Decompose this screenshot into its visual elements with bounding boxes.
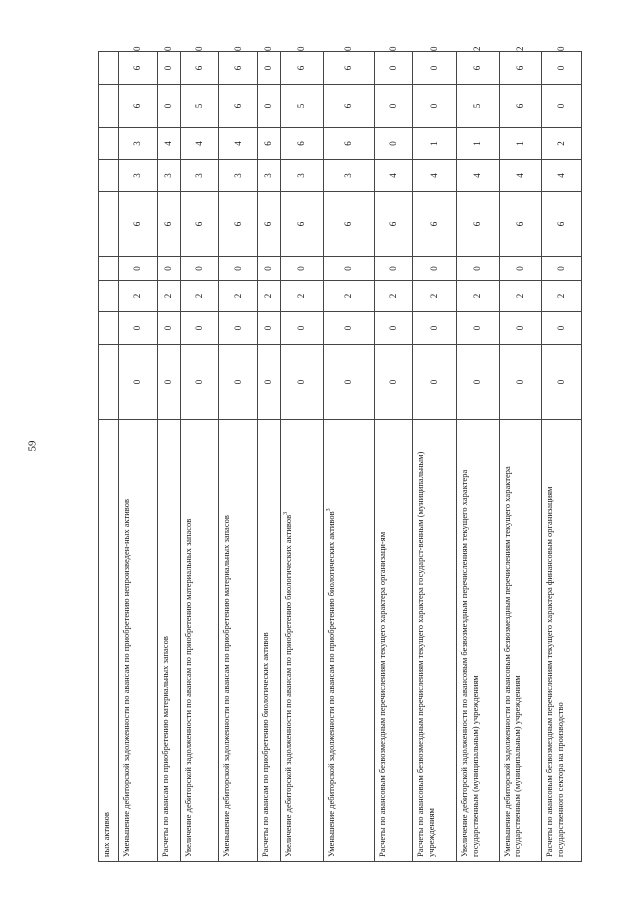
row-label [119,420,157,862]
row-label-text: Расчеты по авансовым безвозмездным перечислениям текущего характера государст-венным (муниципальным) учреждениям [415,451,437,857]
code-digit-cell: 0 [119,312,157,345]
table-body [99,46,582,862]
code-digit-cell: 0 [281,345,324,420]
code-digit-cell: 6 [257,192,280,257]
code-digit-cell: 2 [257,281,280,312]
code-digit-cell: 6 [499,85,542,128]
code-digit-cell: 5 [457,85,500,128]
empty-cell [99,160,119,192]
table-row: Уменьшение дебиторской задолженности по авансам по приобретению непроизведен-ных активов 0 0 2 0 6 3 3 6 6 0 [119,52,157,862]
code-digit-cell: 6 [281,128,324,160]
row-label-text: Расчеты по авансам по приобретению материальных запасов [159,636,170,857]
code-digit-cell: 0 [157,312,180,345]
row-label-text: Увеличение дебиторской задолженности по авансам по приобретению материальных запасов [183,518,194,857]
code-digit-cell: 0 [375,52,413,85]
code-digit-cell: 6 [219,85,257,128]
code-digit-cell: 6 [457,52,500,85]
row-label-text: Уменьшение дебиторской задолженности по авансам по приобретению биологических активов [325,511,336,857]
empty-cell [99,85,119,128]
code-digit-cell: 0 [257,345,280,420]
footnote-marker: 3 [283,511,290,515]
row-label [157,420,180,862]
code-digit-cell: 6 [375,192,413,257]
table-row: Расчеты по авансам по приобретению биологических активов 0 0 2 0 6 3 6 0 0 0 [257,52,280,862]
table-row: Расчеты по авансовым безвозмездным перечислениям текущего характера финансовым организациям государственного сектора на производство 0 0 2 0 6 4 2 0 0 0 [542,52,582,862]
code-digit-cell: 4 [413,160,457,192]
code-digit-cell: 6 [499,192,542,257]
code-digit-cell: 6 [499,52,542,85]
code-digit-cell: 0 [257,257,280,281]
code-digit-cell: 2 [157,281,180,312]
code-digit-cell: 6 [323,192,374,257]
code-digit-cell: 2 [499,281,542,312]
empty-cell [99,192,119,257]
code-digit-cell: 3 [323,160,374,192]
code-digit-cell: 4 [181,128,219,160]
code-digit-cell: 2 [413,281,457,312]
code-digit-cell: 6 [219,192,257,257]
code-digit-cell: 0 [375,312,413,345]
row-label [413,420,457,862]
row-label-text: Расчеты по авансовым безвозмездным перечислениям текущего характера организаци-ям [377,531,388,857]
empty-cell [99,281,119,312]
code-digit-cell: 0 [457,257,500,281]
code-digit-cell: 0 [499,345,542,420]
code-digit-cell: 6 [119,52,157,85]
row-label-text: Уменьшение дебиторской задолженности по авансам по приобретению материальных запасов [221,515,232,857]
code-digit-cell: 4 [499,160,542,192]
code-digit-cell: 6 [323,52,374,85]
code-digit-cell: 3 [181,160,219,192]
code-digit-cell: 6 [181,52,219,85]
code-digit-cell: 3 [119,160,157,192]
row-label [457,420,500,862]
row-label [181,420,219,862]
code-digit-cell: 6 [457,192,500,257]
code-digit-cell: 0 [413,312,457,345]
code-digit-cell: 6 [413,192,457,257]
code-digit-cell: 6 [119,85,157,128]
code-digit-cell: 0 [181,345,219,420]
footnote-marker: 3 [326,508,333,512]
code-digit-cell: 6 [257,128,280,160]
code-digit-cell: 2 [281,281,324,312]
code-digit-cell: 2 [542,128,582,160]
code-digit-cell: 0 [457,345,500,420]
code-digit-cell: 0 [257,52,280,85]
code-digit-cell: 4 [157,128,180,160]
code-digit-cell: 5 [181,85,219,128]
code-digit-cell: 0 [219,257,257,281]
code-digit-cell: 0 [157,257,180,281]
table-row: Уменьшение дебиторской задолженности по авансовым безвозмездным перечислениям текущего характера государственным (муниципальным) учреждениям 0 0 2 0 6 4 1 6 6 2 [499,52,542,862]
empty-cell [99,312,119,345]
code-digit-cell: 0 [542,85,582,128]
table-row: Увеличение дебиторской задолженности по авансовым безвозмездным перечислениям текущего характера государственным (муниципальным) учреждениям 0 0 2 0 6 4 1 5 6 2 [457,52,500,862]
code-digit-cell: 0 [413,52,457,85]
row-label-text: Расчеты по авансам по приобретению биологических активов [259,632,270,857]
code-digit-cell: 2 [375,281,413,312]
code-digit-cell: 2 [219,281,257,312]
table-row: Расчеты по авансовым безвозмездным перечислениям текущего характера организаци-ям 0 0 2 0 6 4 0 0 0 0 [375,52,413,862]
code-digit-cell: 4 [375,160,413,192]
code-digit-cell: 0 [542,345,582,420]
code-digit-cell: 3 [157,160,180,192]
code-digit-cell: 4 [219,128,257,160]
code-digit-cell: 2 [181,281,219,312]
row-label-text: Расчеты по авансовым безвозмездным перечислениям текущего характера финансовым организациям государственного сектора на производство [544,486,566,857]
table-row [99,52,119,862]
code-digit-cell: 3 [281,160,324,192]
code-digit-cell: 0 [413,345,457,420]
code-digit-cell: 0 [257,85,280,128]
code-digit-cell: 6 [219,52,257,85]
empty-cell [99,257,119,281]
code-digit-cell: 0 [219,345,257,420]
code-digit-cell: 6 [181,192,219,257]
code-digit-cell: 6 [157,192,180,257]
code-digit-cell: 6 [323,128,374,160]
code-digit-cell: 4 [457,160,500,192]
row-label [281,420,324,862]
code-digit-cell: 0 [281,257,324,281]
code-digit-cell: 2 [119,281,157,312]
code-digit-cell: 0 [413,85,457,128]
code-digit-cell: 0 [542,52,582,85]
row-label [323,420,374,862]
code-digit-cell: 2 [457,281,500,312]
code-digit-cell: 0 [323,257,374,281]
accounts-table [98,46,582,862]
code-digit-cell: 1 [457,128,500,160]
table-row: Расчеты по авансовым безвозмездным перечислениям текущего характера государст-венным (муниципальным) учреждениям 0 0 2 0 6 4 1 0 0 0 [413,52,457,862]
code-digit-cell: 0 [457,312,500,345]
code-digit-cell: 0 [323,345,374,420]
row-label [257,420,280,862]
row-label [499,420,542,862]
code-digit-cell: 0 [157,52,180,85]
empty-cell [99,128,119,160]
code-digit-cell: 0 [257,312,280,345]
row-label-text: Уменьшение дебиторской задолженности по авансам по приобретению непроизведен-ных активов [121,498,132,857]
code-digit-cell: 0 [542,257,582,281]
row-label-text: Уменьшение дебиторской задолженности по авансовым безвозмездным перечислениям текущего характера государственным (муниципальным) учреждениям [501,466,523,857]
code-digit-cell: 6 [323,85,374,128]
table-row: Расчеты по авансам по приобретению материальных запасов 0 0 2 0 6 3 4 0 0 0 [157,52,180,862]
code-digit-cell: 0 [375,128,413,160]
row-label [219,420,257,862]
page-number: 59 [26,440,39,452]
table-row: Уменьшение дебиторской задолженности по авансам по приобретению биологических активов$^3$ 0 0 2 0 6 3 6 6 6 0 [323,52,374,862]
rotated-table-wrapper [98,46,582,862]
code-digit-cell: 0 [119,345,157,420]
code-digit-cell: 0 [375,257,413,281]
code-digit-cell: 1 [413,128,457,160]
empty-cell [99,345,119,420]
table-row: Увеличение дебиторской задолженности по авансам по приобретению биологических активов$^3$ 0 0 2 0 6 3 6 5 6 0 [281,52,324,862]
code-digit-cell: 3 [257,160,280,192]
row-label [542,420,582,862]
code-digit-cell: 6 [281,52,324,85]
code-digit-cell: 0 [181,257,219,281]
code-digit-cell: 0 [499,257,542,281]
table-row: Уменьшение дебиторской задолженности по авансам по приобретению материальных запасов 0 0 2 0 6 3 4 6 6 0 [219,52,257,862]
code-digit-cell: 3 [219,160,257,192]
code-digit-cell: 0 [157,345,180,420]
code-digit-cell: 3 [119,128,157,160]
code-digit-cell: 6 [119,192,157,257]
code-digit-cell: 0 [281,312,324,345]
code-digit-cell: 0 [181,312,219,345]
code-digit-cell: 5 [281,85,324,128]
row-label: ных активов [99,420,119,862]
code-digit-cell: 4 [542,160,582,192]
table-row: Увеличение дебиторской задолженности по авансам по приобретению материальных запасов 0 0 2 0 6 3 4 5 6 0 [181,52,219,862]
row-label-text: Увеличение дебиторской задолженности по авансовым безвозмездным перечислениям текущего характера государственным (муниципальным) учреждениям [459,469,480,857]
code-digit-cell: 0 [375,345,413,420]
code-digit-cell: 2 [542,281,582,312]
row-label [375,420,413,862]
code-digit-cell: 6 [542,192,582,257]
code-digit-cell: 0 [375,85,413,128]
code-digit-cell: 0 [499,312,542,345]
row-label-text: Увеличение дебиторской задолженности по авансам по приобретению биологических активов [283,514,294,857]
code-digit-cell: 6 [281,192,324,257]
code-digit-cell: 0 [219,312,257,345]
empty-cell [99,52,119,85]
code-digit-cell: 0 [542,312,582,345]
code-digit-cell: 0 [413,257,457,281]
code-digit-cell: 1 [499,128,542,160]
code-digit-cell: 0 [157,85,180,128]
code-digit-cell: 0 [323,312,374,345]
code-digit-cell: 2 [323,281,374,312]
code-digit-cell: 0 [119,257,157,281]
